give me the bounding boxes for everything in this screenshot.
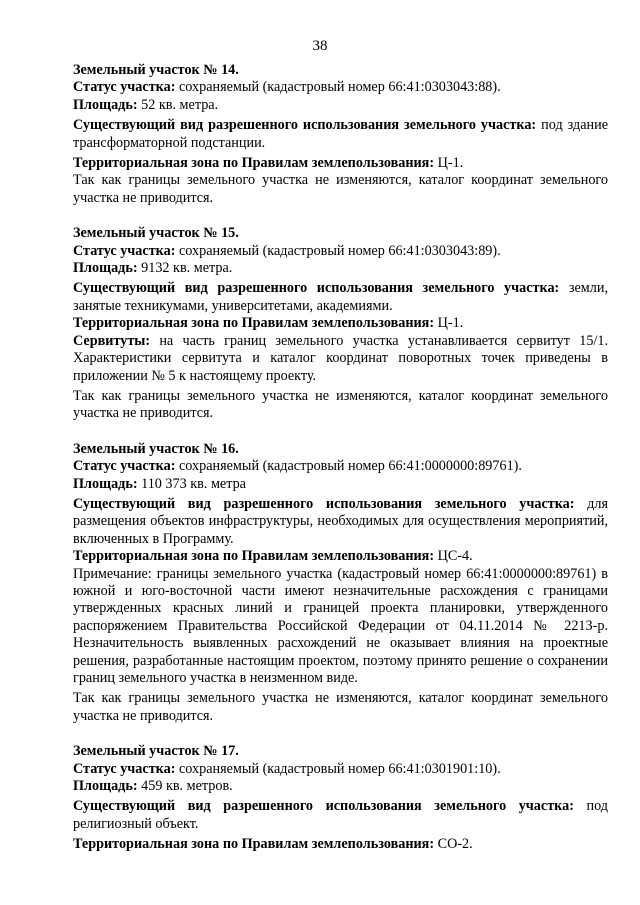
plot-zone: Территориальная зона по Правилам землепользования: СО-2. [73,836,473,853]
plot-status: Статус участка: сохраняемый (кадастровый номер 66:41:0303043:89). [73,242,501,259]
plot-area: Площадь: 110 373 кв. метра [73,475,246,492]
plot-use: Существующий вид разрешенного использования земельного участка: под религиозный объект. [73,798,609,832]
plot-servitude: Сервитуты: на часть границ земельного участка устанавливается сервитут 15/1. Характеристики сервитута и каталог координат поворотных точек приведены в приложении № 5 к настоящему проекту. [73,332,608,384]
plot-status: Статус участка: сохраняемый (кадастровый номер 66:41:0000000:89761). [73,458,522,475]
page-number: 38 [312,38,328,54]
land-plot-15 [73,225,608,422]
plot-status: Статус участка: сохраняемый (кадастровый номер 66:41:0303043:88). [73,79,501,96]
land-plot-17 [73,743,608,853]
plot-title: Земельный участок № 15. [73,225,239,242]
plot-area: Площадь: 52 кв. метра. [73,96,219,113]
plot-status: Статус участка: сохраняемый (кадастровый номер 66:41:0301901:10). [73,760,501,777]
plot-note: Так как границы земельного участка не изменяются, каталог координат земельного участка не приводится. [73,172,608,206]
plot-zone: Территориальная зона по Правилам землепользования: ЦС-4. [73,548,473,565]
plot-use: Существующий вид разрешенного использования земельного участка: под здание трансформаторной подстанции. [73,117,609,151]
plot-area: Площадь: 459 кв. метров. [73,778,233,795]
plot-area: Площадь: 9132 кв. метра. [73,260,233,277]
plot-note: Так как границы земельного участка не изменяются, каталог координат земельного участка не приводится. [73,690,608,724]
plot-note: Так как границы земельного участка не изменяются, каталог координат земельного участка не приводится. [73,387,608,422]
plot-remark: Примечание: границы земельного участка (кадастровый номер 66:41:0000000:89761) в южной и юго-восточной части имеют незначительные расхождения с границами утвержденных красных линий и границей проекта планировки, утвержденного распоряжением Правительства Российской Федерации от 04.11.2014 № 2213-р. Незначительность выявленных расхождений не оказывает влияния на проектные решения, разработанные настоящим проектом, поэтому принято решение о сохранении границ земельного участка в неизменном виде. [73,565,608,686]
land-plot-14 [73,62,608,207]
plot-title: Земельный участок № 14. [73,62,239,78]
land-plot-16 [73,441,608,726]
plot-use: Существующий вид разрешенного использования земельного участка: земли, занятые техникумами, университетами, академиями. [73,280,608,314]
document-body [73,62,608,872]
plot-title: Земельный участок № 16. [73,440,239,457]
plot-use: Существующий вид разрешенного использования земельного участка: для размещения объектов инфраструктуры, необходимых для осуществления мероприятий, включенных в Программу. [73,495,609,547]
plot-zone: Территориальная зона по Правилам землепользования: Ц-1. [73,155,464,172]
plot-title: Земельный участок № 17. [73,743,239,760]
plot-zone: Территориальная зона по Правилам землепользования: Ц-1. [73,315,464,332]
